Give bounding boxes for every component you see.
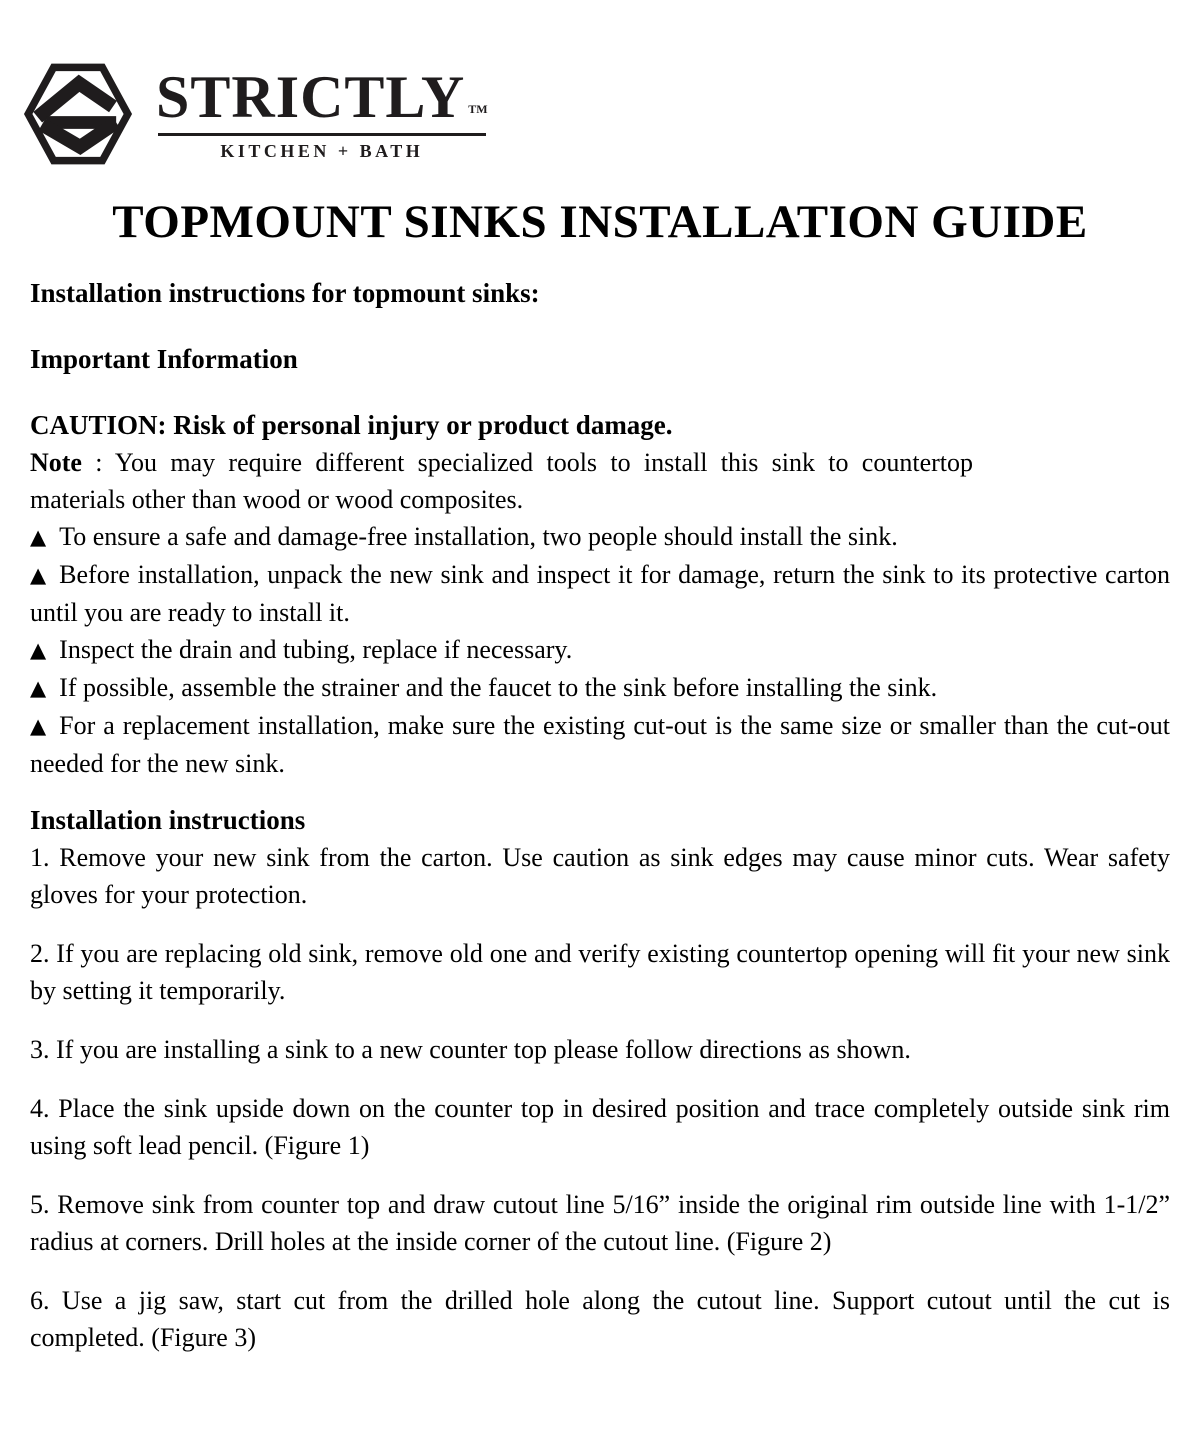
important-information-heading: Important Information bbox=[30, 344, 298, 374]
brand-name-text: STRICTLY bbox=[156, 63, 466, 130]
bullet-item bbox=[30, 556, 1170, 631]
bullet-text: Before installation, unpack the new sink and inspect it for damage, return the sink to its protective carton until you are ready to install it. bbox=[30, 560, 1170, 627]
step-item: 1. Remove your new sink from the carton. Use caution as sink edges may cause minor cuts. Wear safety gloves for your protection. bbox=[30, 843, 1170, 909]
warning-triangle-icon: ▲ bbox=[30, 525, 47, 549]
trademark-symbol: TM bbox=[468, 101, 488, 116]
warning-triangle-icon: ▲ bbox=[30, 676, 47, 700]
brand-header bbox=[22, 60, 1170, 168]
bullet-text: Inspect the drain and tubing, replace if necessary. bbox=[59, 635, 573, 664]
bullet-item bbox=[30, 669, 1170, 707]
hexagon-s-logo-icon bbox=[22, 61, 134, 167]
step-item: 2. If you are replacing old sink, remove old one and verify existing countertop opening will fit your new sink by setting it temporarily. bbox=[30, 939, 1170, 1005]
brand-wordmark bbox=[156, 63, 488, 130]
warning-triangle-icon: ▲ bbox=[30, 563, 47, 587]
step-item: 4. Place the sink upside down on the counter top in desired position and trace completely outside sink rim using soft lead pencil. (Figure 1) bbox=[30, 1094, 1170, 1160]
bullet-item bbox=[30, 518, 1170, 556]
brand-divider bbox=[158, 133, 486, 136]
bullet-item bbox=[30, 631, 1170, 669]
note-text: : You may require different specialized tools to install this sink to countertop materials other than wood or wood composites. bbox=[30, 448, 973, 514]
step-item: 3. If you are installing a sink to a new counter top please follow directions as shown. bbox=[30, 1035, 911, 1064]
bullet-text: To ensure a safe and damage-free installation, two people should install the sink. bbox=[59, 522, 898, 551]
step-item: 5. Remove sink from counter top and draw cutout line 5/16” inside the original rim outside line with 1-1/2” radius at corners. Drill holes at the inside corner of the cutout line. (Figure 2) bbox=[30, 1190, 1170, 1256]
note-paragraph bbox=[30, 444, 973, 518]
bullet-text: For a replacement installation, make sure the existing cut-out is the same size or smaller than the cut-out needed for the new sink. bbox=[30, 711, 1170, 778]
warning-triangle-icon: ▲ bbox=[30, 638, 47, 662]
bullet-item bbox=[30, 707, 1170, 782]
page-title: TOPMOUNT SINKS INSTALLATION GUIDE bbox=[112, 196, 1088, 248]
brand-tagline: KITCHEN + BATH bbox=[220, 140, 424, 161]
caution-heading: CAUTION: Risk of personal injury or product damage. bbox=[30, 410, 673, 440]
installation-instructions-heading: Installation instructions bbox=[30, 805, 306, 835]
brand-wordmark-block bbox=[156, 63, 488, 162]
intro-heading: Installation instructions for topmount sinks: bbox=[30, 278, 540, 308]
warning-triangle-icon: ▲ bbox=[30, 714, 47, 738]
step-item: 6. Use a jig saw, start cut from the drilled hole along the cutout line. Support cutout until the cut is completed. (Figure 3) bbox=[30, 1286, 1170, 1352]
note-label: Note bbox=[30, 448, 82, 477]
bullet-text: If possible, assemble the strainer and the faucet to the sink before installing the sink. bbox=[59, 673, 938, 702]
